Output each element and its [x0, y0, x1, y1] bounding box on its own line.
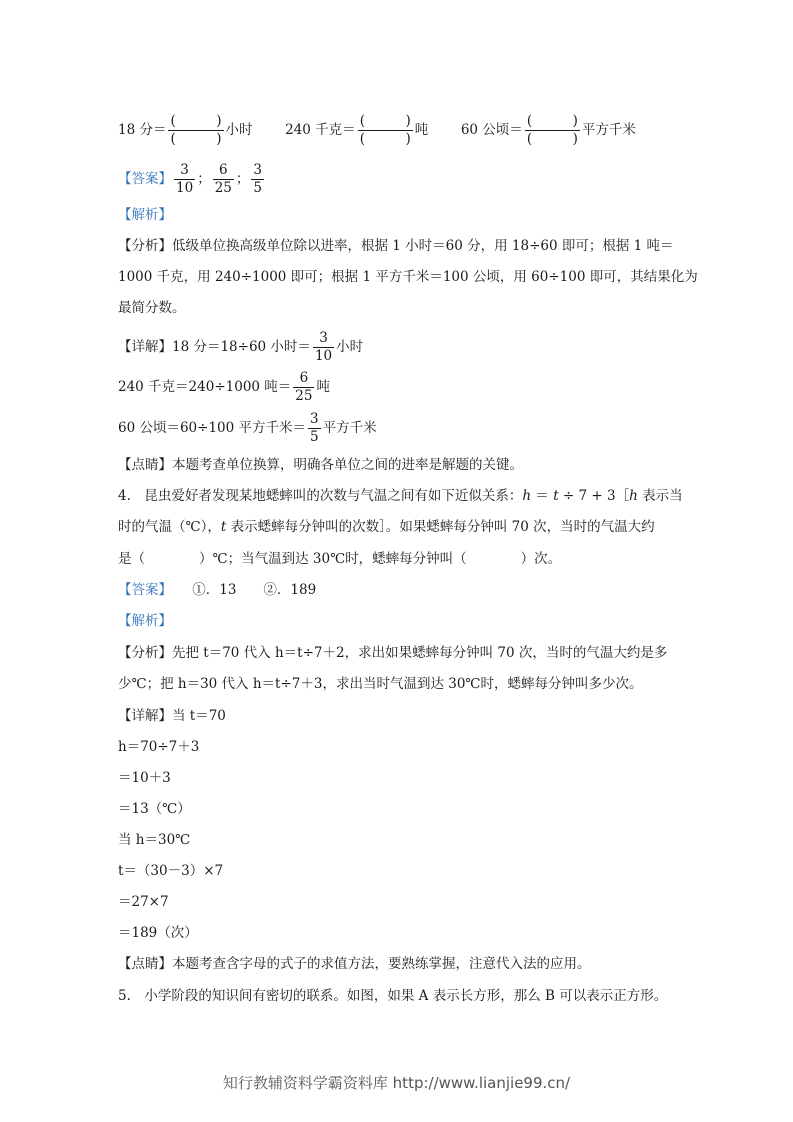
- q4-comment: 【点睛】本题考查含字母的式子的求值方法，要熟练掌握，注意代入法的应用。: [118, 956, 591, 972]
- q3-analysis-line-3: 最简分数。: [118, 300, 186, 316]
- q3-item1-unit: 小时: [225, 122, 253, 138]
- detail-fraction-3: $\frac{3}{5}$: [310, 411, 319, 445]
- answer-tag: 【答案】: [118, 171, 172, 187]
- q4-answer: 【答案】 ①．13 ②．189: [118, 582, 317, 598]
- answer-tag: 【答案】: [118, 582, 166, 598]
- q3-comment: 【点睛】本题考查单位换算，明确各单位之间的进率是解题的关键。: [118, 457, 523, 473]
- q4-detail-line: h＝70÷7＋3: [118, 739, 200, 755]
- q4-jiexi-tag: 【解析】: [118, 613, 172, 629]
- q4-detail-line: 当 h＝30℃: [118, 832, 191, 848]
- q4-detail-line: 【详解】当 t＝70: [118, 708, 226, 724]
- q3-analysis-line-1: 【分析】低级单位换高级单位除以进率，根据 1 小时＝60 分，用 18÷60 即可；根据 1 吨＝: [118, 238, 674, 254]
- q4-detail-line: ＝10＋3: [118, 770, 171, 786]
- answer-fraction-3: $\frac{3}{5}$: [253, 162, 262, 196]
- q3-answer: 【答案】 $\frac{3}{10}$ ； $\frac{6}{25}$ ； $\frac{3}{5}$: [118, 162, 262, 196]
- q4-detail-line: t＝（30－3）×7: [118, 863, 224, 879]
- q3-analysis-line-2: 1000 千克，用 240÷1000 即可；根据 1 平方千米＝100 公顷，用 60÷100 即可，其结果化为: [118, 269, 698, 285]
- q5-stem: 5. 小学阶段的知识间有密切的联系。如图，如果 A 表示长方形，那么 B 可以表示正方形。: [118, 988, 668, 1004]
- q3-item2-unit: 吨: [414, 122, 429, 138]
- blank-fraction: $\frac{( )}{( )}$: [526, 113, 578, 147]
- answer-fraction-2: $\frac{6}{25}$: [214, 162, 232, 196]
- q3-conversion-row: [118, 113, 636, 148]
- q3-item3-unit: 平方千米: [581, 122, 636, 138]
- q3-item2-left: 240 千克＝: [285, 122, 356, 138]
- q3-detail-2: 240 千克＝240÷1000 吨＝ $\frac{6}{25}$ 吨: [118, 370, 330, 404]
- q4-stem-line-3: 是（ ）℃；当气温到达 30℃时，蟋蟀每分钟叫（ ）次。: [118, 551, 562, 567]
- detail-fraction-1: $\frac{3}{10}$: [314, 330, 333, 364]
- q4-stem-line-1: 4. 昆虫爱好者发现某地蟋蟀叫的次数与气温之间有如下近似关系：h ＝ t ÷ 7 + 3［h 表示当: [118, 488, 683, 504]
- blank-fraction: $\frac{( )}{( )}$: [359, 113, 411, 147]
- q3-detail-3: 60 公顷＝60÷100 平方千米＝ $\frac{3}{5}$ 平方千米: [118, 411, 377, 445]
- q4-analysis-line-2: 少℃；把 h＝30 代入 h＝t÷7＋3，求出当时气温到达 30℃时，蟋蟀每分钟叫多少次。: [118, 676, 643, 692]
- q3-item1-left: 18 分＝: [118, 122, 167, 138]
- blank-fraction: $\frac{( )}{( )}$: [170, 113, 222, 147]
- q3-item3-left: 60 公顷＝: [460, 122, 523, 138]
- q4-detail-line: ＝189（次）: [118, 925, 198, 941]
- q3-jiexi-tag: 【解析】: [118, 207, 172, 223]
- detail-fraction-2: $\frac{6}{25}$: [295, 370, 313, 404]
- q3-detail-1: 【详解】18 分＝18÷60 小时＝ $\frac{3}{10}$ 小时: [118, 330, 364, 364]
- q4-detail-line: ＝13（℃）: [118, 801, 191, 817]
- footer-watermark: 知行教辅资料学霸资料库 http://www.lianjie99.cn/: [222, 1074, 571, 1092]
- q4-analysis-line-1: 【分析】先把 t＝70 代入 h＝t÷7＋2，求出如果蟋蟀每分钟叫 70 次，当时的气温大约是多: [118, 645, 668, 661]
- q4-stem-line-2: 时的气温（℃），t 表示蟋蟀每分钟叫的次数］。如果蟋蟀每分钟叫 70 次，当时的气温大约: [118, 519, 655, 535]
- answer-fraction-1: $\frac{3}{10}$: [176, 162, 194, 196]
- q4-detail-line: ＝27×7: [118, 894, 169, 910]
